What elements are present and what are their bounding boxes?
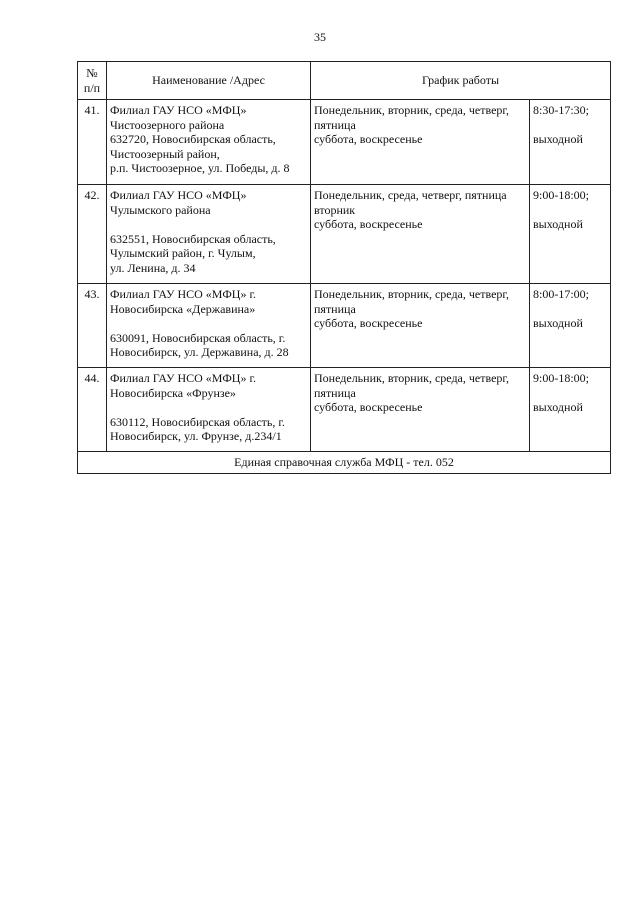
table-row [78,100,611,185]
schedule-time-value: 9:00-18:00; [533,188,589,202]
schedule-days [311,368,530,452]
branch-text-line: Чистоозерный район, [110,146,220,161]
header-schedule: График работы [311,62,611,100]
branch-name-address [107,284,311,368]
header-num [78,62,107,100]
branch-text-line: Чулымского района [110,202,211,217]
branch-text-line: Новосибирск, ул. Фрунзе, д.234/1 [110,429,282,443]
schedule-hours [530,284,611,368]
schedule-days-line: пятница [314,117,356,132]
table-footer-row [78,452,611,474]
branch-text-line: Чистоозерного района [110,117,225,132]
spacer [533,118,607,133]
schedule-days-line: пятница [314,301,356,316]
schedule-days [311,185,530,284]
row-number: 44. [78,368,107,452]
branch-schedule-table [77,61,611,474]
branch-text-line: 632551, Новосибирская область, [110,231,276,246]
schedule-days-line: пятница [314,385,356,400]
schedule-time-value: выходной [533,400,583,414]
branch-text-line: Филиал ГАУ НСО «МФЦ» г. [110,371,257,385]
schedule-time-value: 8:00-17:00; [533,287,589,301]
table-header-row [78,62,611,100]
table-row [78,368,611,452]
branch-name-address [107,185,311,284]
spacer [533,386,607,401]
branch-name-address [107,100,311,185]
schedule-days-line: суббота, воскресенье [314,132,423,146]
schedule-time-value: выходной [533,132,583,146]
schedule-days-line: Понедельник, вторник, среда, четверг, [314,371,509,385]
spacer [110,217,307,232]
page-number: 35 [314,30,326,44]
branch-text-line: 630091, Новосибирская область, г. [110,330,286,345]
table-row [78,284,611,368]
branch-name-address [107,368,311,452]
branch-text-line: ул. Ленина, д. 34 [110,260,196,275]
schedule-days-line: Понедельник, среда, четверг, пятница [314,188,507,202]
schedule-hours [530,100,611,185]
header-num-line2: п/п [83,80,101,95]
spacer [110,400,307,415]
branch-text-line: Филиал ГАУ НСО «МФЦ» г. [110,287,257,301]
row-number: 43. [78,284,107,368]
row-number: 42. [78,185,107,284]
schedule-time-value: выходной [533,316,583,330]
schedule-days-line: суббота, воскресенье [314,217,423,231]
branch-text-line: Новосибирска «Фрунзе» [110,385,236,400]
spacer [110,316,307,331]
branch-text-line: 632720, Новосибирская область, [110,132,276,146]
branch-text-line: р.п. Чистоозерное, ул. Победы, д. 8 [110,161,290,175]
schedule-time-value: 8:30-17:30; [533,103,589,117]
schedule-days-line: вторник [314,202,356,217]
header-name: Наименование /Адрес [107,62,311,100]
schedule-time-value: выходной [533,217,583,231]
branch-text-line: Новосибирска «Державина» [110,301,256,316]
hotline-footer: Единая справочная служба МФЦ - тел. 052 [78,452,611,474]
header-num-line1: № [86,66,98,80]
schedule-days-line: суббота, воскресенье [314,316,423,330]
table-body [78,100,611,452]
branch-text-line: Чулымский район, г. Чулым, [110,246,256,260]
table-row [78,185,611,284]
schedule-hours [530,368,611,452]
schedule-days-line: суббота, воскресенье [314,400,423,414]
branch-text-line: Новосибирск, ул. Державина, д. 28 [110,345,289,359]
branch-text-line: Филиал ГАУ НСО «МФЦ» [110,188,247,202]
schedule-days-line: Понедельник, вторник, среда, четверг, [314,287,509,301]
row-number: 41. [78,100,107,185]
schedule-days [311,100,530,185]
spacer [533,203,607,218]
schedule-days [311,284,530,368]
schedule-days-line: Понедельник, вторник, среда, четверг, [314,103,509,117]
spacer [533,302,607,317]
schedule-hours [530,185,611,284]
branch-text-line: 630112, Новосибирская область, г. [110,414,285,429]
branch-text-line: Филиал ГАУ НСО «МФЦ» [110,103,247,117]
schedule-time-value: 9:00-18:00; [533,371,589,385]
